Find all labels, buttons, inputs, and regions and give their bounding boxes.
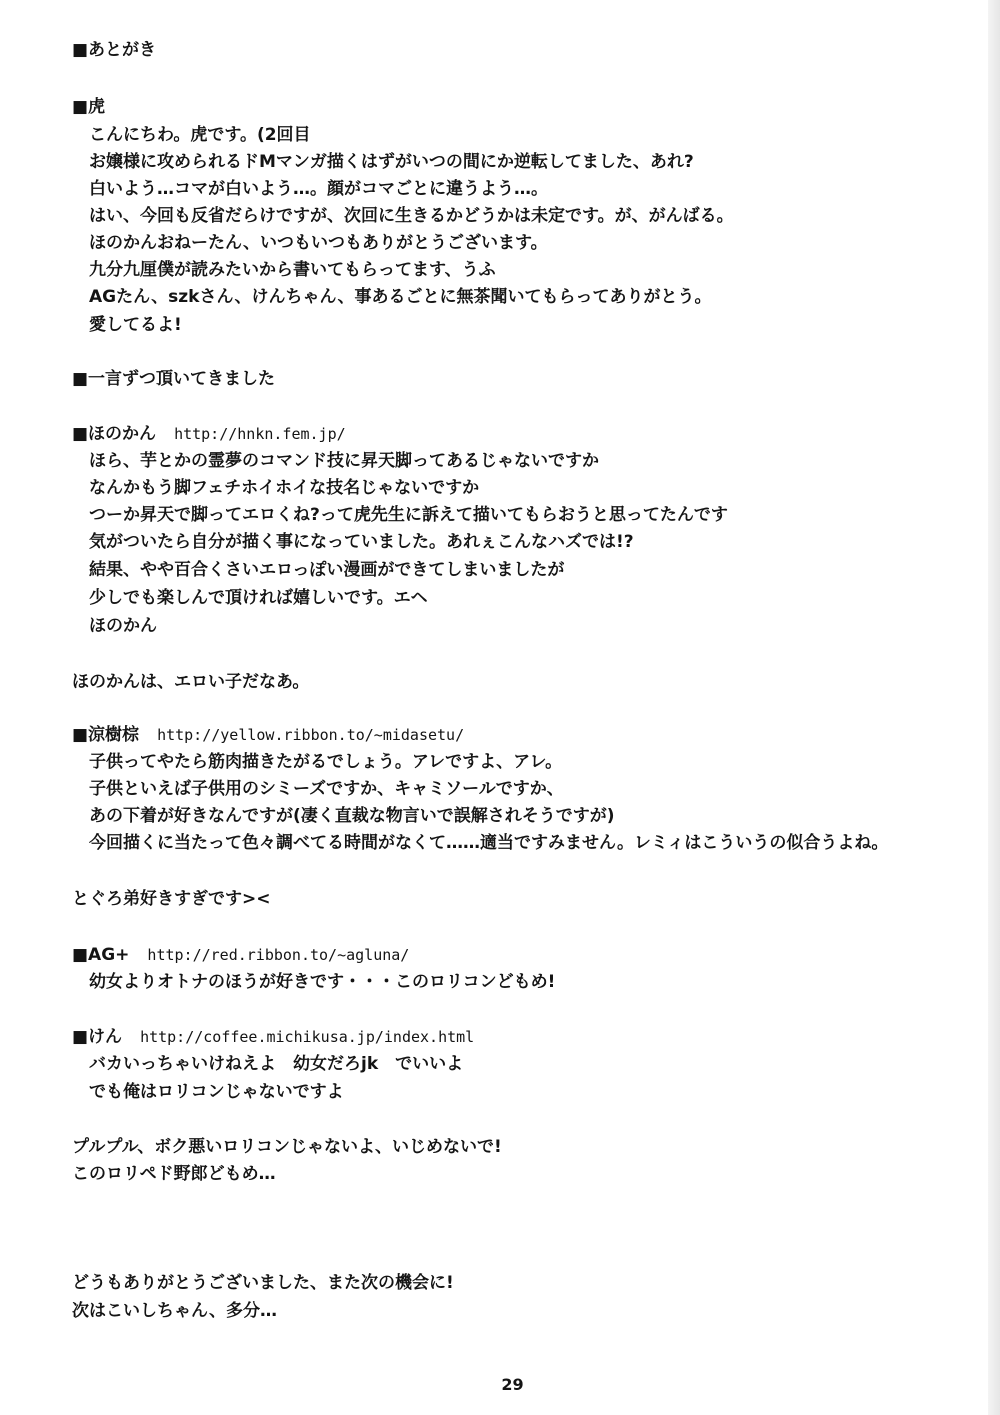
suzuki-line: 今回描くに当たって色々調べてる時間がなくて……適当ですみません。レミィはこういうの似合うよね。 <box>89 833 889 853</box>
ag-line: 幼女よりオトナのほうが好きです・・・このロリコンどもめ! <box>89 972 556 992</box>
honokan-line: 少しでも楽しんで頂ければ嬉しいです。エヘ <box>89 588 428 608</box>
closing-line: 次はこいしちゃん、多分… <box>72 1301 278 1321</box>
afterword-heading: ■あとがき <box>72 40 157 60</box>
honokan-line: 気がついたら自分が描く事になっていました。あれぇこんなハズでは!? <box>89 532 634 552</box>
author-url: http://coffee.michikusa.jp/index.html <box>140 1028 475 1046</box>
tora-line: はい、今回も反省だらけですが、次回に生きるかどうかは未定です。が、がんばる。 <box>89 206 734 226</box>
ken-line: でも俺はロリコンじゃないですよ <box>89 1082 344 1102</box>
page-number: 29 <box>501 1375 524 1394</box>
honokan-line: つーか昇天で脚ってエロくね?って虎先生に訴えて描いてもらおうと思ってたんです <box>89 505 728 525</box>
section-heading-honokan <box>72 424 346 444</box>
author-name: ■けん <box>72 1027 123 1047</box>
tora-line: こんにちわ。虎です。(2回目 <box>89 125 311 145</box>
tora-line: ほのかんおねーたん、いつもいつもありがとうございます。 <box>89 233 548 253</box>
tora-line: 白いよう…コマが白いよう…。顔がコマごとに違うよう…。 <box>89 179 548 199</box>
ken-line: バカいっちゃいけねえよ 幼女だろjk でいいよ <box>89 1054 464 1074</box>
suzuki-line: 子供といえば子供用のシミーズですか、キャミソールですか、 <box>89 779 564 799</box>
ken-reply: このロリペド野郎どもめ… <box>72 1164 276 1184</box>
author-name: ■涼樹棕 <box>72 725 140 745</box>
honokan-line: 結果、やや百合くさいエロっぽい漫画ができてしまいましたが <box>89 560 565 580</box>
section-heading-tora: ■虎 <box>72 97 106 117</box>
tora-line: 愛してるよ! <box>89 315 182 335</box>
suzuki-line: あの下着が好きなんですが(凄く直裁な物言いで誤解されそうですが) <box>89 806 615 826</box>
author-url: http://hnkn.fem.jp/ <box>174 425 346 443</box>
closing-line: どうもありがとうございました、また次の機会に! <box>72 1273 454 1293</box>
author-url: http://yellow.ribbon.to/~midasetu/ <box>157 726 465 744</box>
honokan-line: ほのかん <box>89 616 157 636</box>
suzuki-line: 子供ってやたら筋肉描きたがるでしょう。アレですよ、アレ。 <box>89 752 563 772</box>
honokan-line: なんかもう脚フェチホイホイな技名じゃないですか <box>89 478 480 498</box>
tora-line: 九分九厘僕が読みたいから書いてもらってます、うふ <box>89 260 496 280</box>
author-name: ■ほのかん <box>72 424 157 444</box>
section-heading-ken <box>72 1027 474 1047</box>
comments-heading: ■一言ずつ頂いてきました <box>72 369 276 389</box>
honokan-reply: ほのかんは、エロい子だなあ。 <box>72 672 310 692</box>
page-edge-shadow <box>988 0 1000 1415</box>
author-url: http://red.ribbon.to/~agluna/ <box>147 946 410 964</box>
section-heading-ag <box>72 945 409 965</box>
section-heading-suzuki <box>72 725 464 745</box>
honokan-line: ほら、芋とかの霊夢のコマンド技に昇天脚ってあるじゃないですか <box>89 451 599 471</box>
suzuki-reply: とぐろ弟好きすぎです>< <box>72 889 271 909</box>
tora-line: お嬢様に攻められるドMマンガ描くはずがいつの間にか逆転してました、あれ? <box>89 152 694 172</box>
ken-reply: プルプル、ボク悪いロリコンじゃないよ、いじめないで! <box>72 1137 502 1157</box>
tora-line: AGたん、szkさん、けんちゃん、事あるごとに無茶聞いてもらってありがとう。 <box>89 287 712 307</box>
author-name: ■AG+ <box>72 945 130 965</box>
